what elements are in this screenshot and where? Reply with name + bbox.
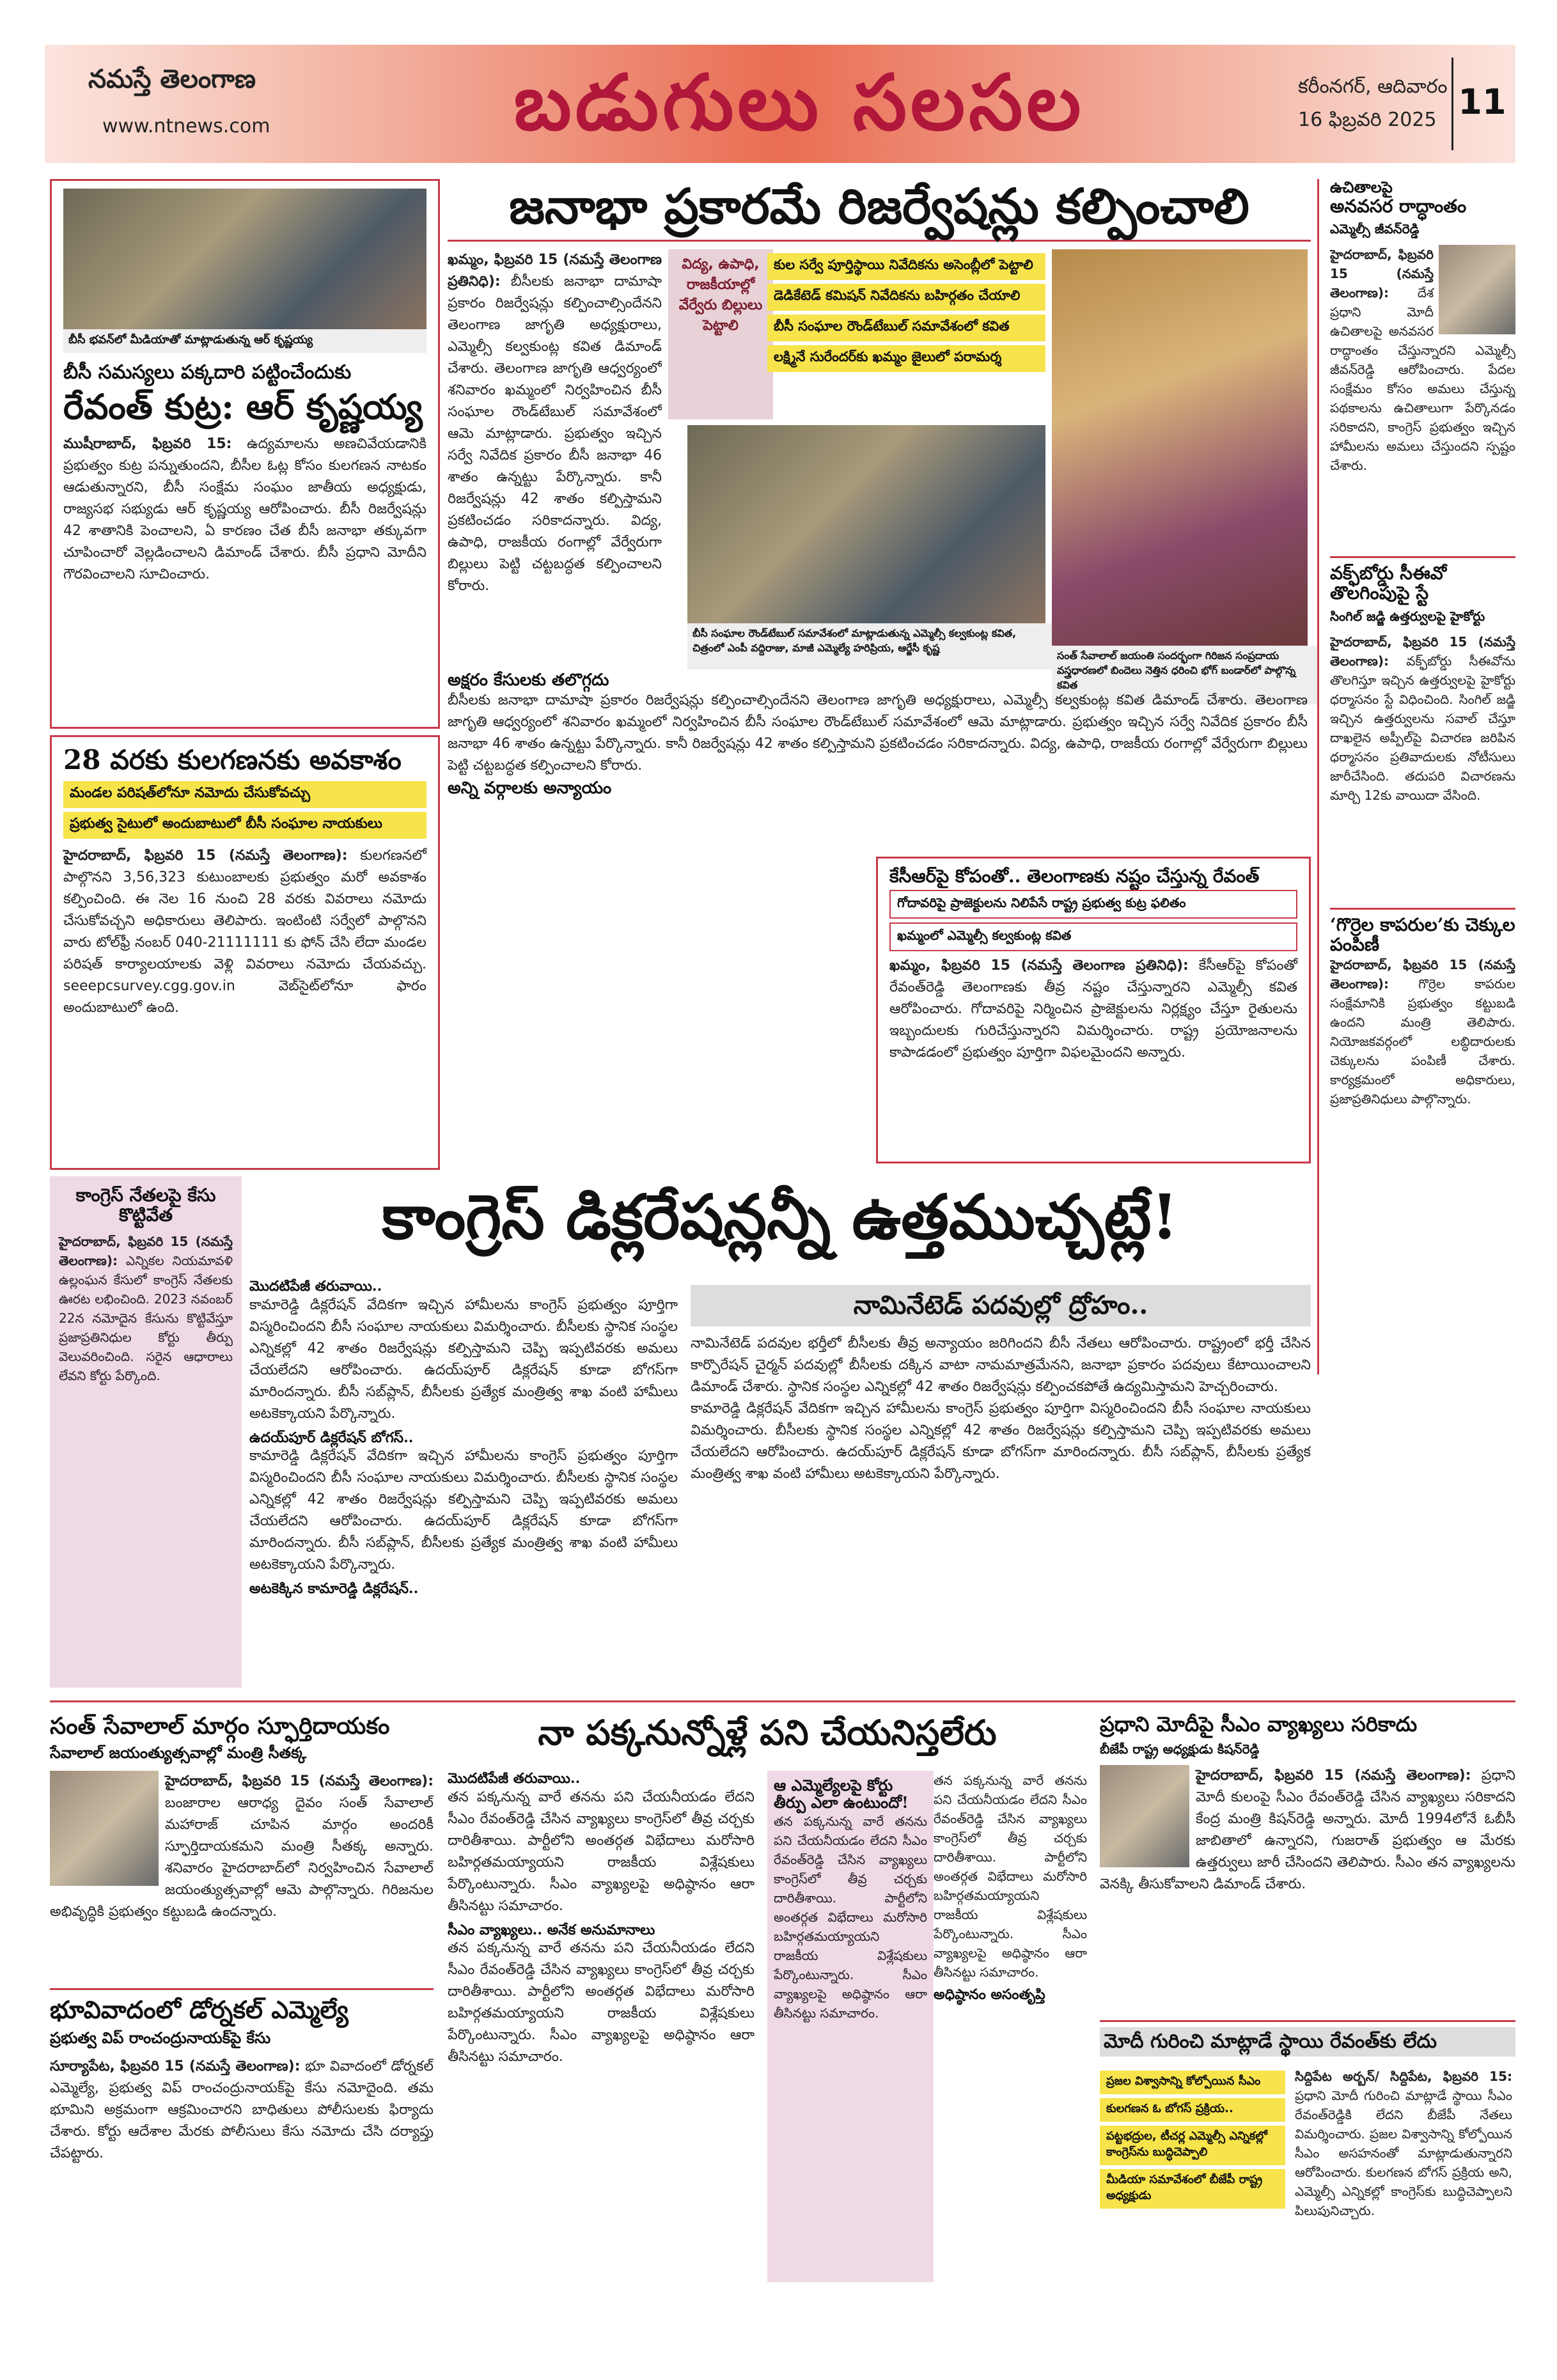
bullet-item: ప్రభుత్వ సైటులో అందుబాటులో బీసీ సంఘాల నాయకులు [63,812,426,839]
story-byline: ప్రభుత్వ విప్‌ రాంచంద్రునాయక్‌పై కేసు [50,2028,271,2047]
bullet-item: బీసీ సంఘాల రౌండ్‌టేబుల్‌ సమావేశంలో కవిత [767,315,1045,341]
story-text: ప్రధాని మోదీ గురించి మాట్లాడే స్థాయి సీఎం రేవంత్‌రెడ్డికి లేదని బీజేపీ నేతలు విమర్శించారు. ప్రజల విశ్వాసాన్ని కోల్పోయిన సీఎం అసహనంతో మాట్లాడుతున్నారని ఆరోపించారు. కులగణన బోగస్‌ ప్రక్రియ అని, ఎమ్మెల్సీ ఎన్నికల్లో కాంగ్రెస్‌కు బుద్ధిచెప్పాలని పిలుపునిచ్చారు. [1295,2088,1512,2218]
photo-sevalal-celebration [1052,249,1308,646]
lead-body-col [448,249,662,646]
column-divider [1317,179,1319,1374]
story-text: కేసీఆర్‌పై కోపంతో రేవంత్‌రెడ్డి తెలంగాణకు తీవ్ర నష్టం చేస్తున్నారని ఎమ్మెల్సీ కవిత ఆరోపించారు. గోదావరిపై నిర్మించిన ప్రాజెక్టులను నిర్లక్ష్యం చేస్తూ రైతులను ఇబ్బందులకు గురిచేస్తున్నారని విమర్శించారు. రాష్ట్ర ప్రయోజనాలను కాపాడడంలో ప్రభుత్వం పూర్తిగా విఫలమైందని అన్నారు. [889,958,1297,1061]
story-sevalal [50,1713,434,1982]
story-dateline: హైదరాబాద్‌, ఫిబ్రవరి 15 (నమస్తే తెలంగాణ): [1330,247,1434,301]
story-text: తన పక్కనున్న వారే తనను పని చేయనీయడం లేదని సీఎం రేవంత్‌రెడ్డి చేసిన వ్యాఖ్యలు కాంగ్రెస్‌లో తీవ్ర చర్చకు దారితీశాయి. పార్టీలోని అంతర్గత విభేదాలు మరోసారి బహిర్గతమయ్యాయని రాజకీయ విశ్లేషకులు పేర్కొంటున్నారు. సీఎం వ్యాఖ్యలపై అధిష్ఠానం ఆరా తీసినట్టు సమాచారం. [934,1773,1087,1980]
story-dateline: సిద్దిపేట అర్బన్‌/ సిద్దిపేట, ఫిబ్రవరి 15: [1295,2069,1512,2084]
story-body [59,1232,233,1385]
lead-body-cont [448,671,1308,798]
story-body [63,845,426,1019]
story-text: కులగణనలో పాల్గొనని 3,56,323 కుటుంబాలకు ప్రభుత్వం మరో అవకాశం కల్పించింది. ఈ నెల 16 నుంచి 28 వరకు వివరాలు నమోదు చేసుకోవచ్చని అధికారులు తెలిపారు. ఇంటింటి సర్వేలో పాల్గొనని వారు టోల్‌ఫ్రీ నంబర్‌ 040-21111111 కు ఫోన్‌ చేసి లేదా మండల పరిషత్‌ కార్యాలయాలకు వెళ్లి వివరాలు నమోదు చేయవచ్చు. seeepcsurvey.cgg.gov.in వెబ్‌సైట్‌లోనూ ఫారం అందుబాటులో ఉంది. [63,848,426,1016]
story-congress-case [50,1176,242,1688]
story-text: ప్రధాని మోదీ కులంపై సీఎం రేవంత్‌రెడ్డి చేసిన వ్యాఖ్యలు సరికాదని కేంద్ర మంత్రి కిషన్‌రెడ్డి అన్నారు. మోదీ 1994లోనే ఓబీసీ జాబితాలో ఉన్నారని, గుజరాత్‌ ప్రభుత్వం ఆ మేరకు ఉత్తర్వులు జారీ చేసిందని తెలిపారు. సీఎం తన వ్యాఖ్యలను వెనక్కి తీసుకోవాలని డిమాండ్‌ చేశారు. [1100,1767,1515,1892]
photo-caption: బీసీ సంఘాల రౌండ్‌టేబుల్‌ సమావేశంలో మాట్లాడుతున్న ఎమ్మెల్సీ కల్వకుంట్ల కవిత, చిత్రంలో ఎంపీ వద్దిరాజు, మాజీ ఎమ్మెల్యే హరిప్రియ, ఆర్జేసీ కృష్ణ [687,623,1056,669]
story-byline: ఎమ్మెల్సీ జీవన్‌రెడ్డి [1330,221,1420,237]
photo-roundtable [687,425,1045,623]
lead-story [448,179,1311,850]
story-kicker: బీసీ సమస్యలు పక్కదారి పట్టించేందుకు [63,361,352,384]
photo-kishan-reddy [1100,1765,1189,1867]
edition-date: 16 ఫిబ్రవరి 2025 [1298,109,1437,131]
story-byline: బీజేపీ రాష్ట్ర అధ్యక్షుడు కిషన్‌రెడ్డి [1100,1741,1260,1757]
work-col-left [448,1771,755,2068]
photo-caption: బీసీ భవన్‌లో మీడియాతో మాట్లాడుతున్న ఆర్‌ కృష్ణయ్య [63,329,426,353]
paper-url[interactable]: www.ntnews.com [102,115,270,137]
story-subheading: మొదటిపేజీ తరువాయి.. [448,1770,581,1787]
story-waqf [1330,556,1515,901]
story-text: ఉద్యమాలను అణచివేయడానికి ప్రభుత్వం కుట్ర పన్నుతుందని, బీసీల ఓట్ల కోసం కులగణన నాటకం ఆడుతున్నారని, బీసీ సంక్షేమ సంఘం జాతీయ అధ్యక్షుడు, రాజ్యసభ సభ్యుడు ఆర్‌ కృష్ణయ్య ఆరోపించారు. బీసీ రిజర్వేషన్లు 42 శాతానికి పెంచాలని, ఏ కారణం చేత బీసీ జనాభా తక్కువగా చూపించారో వెల్లడించాలని డిమాండ్‌ చేశారు. బీసీ ప్రధాని మోదీని గౌరవించాలని సూచించారు. [63,436,426,583]
story-dateline: హైదరాబాద్‌, ఫిబ్రవరి 15 (నమస్తే తెలంగాణ): [63,848,348,864]
story-text: తన పక్కనున్న వారే తనను పని చేయనీయడం లేదని సీఎం రేవంత్‌రెడ్డి చేసిన వ్యాఖ్యలు కాంగ్రెస్‌లో తీవ్ర చర్చకు దారితీశాయి. పార్టీలోని అంతర్గత విభేదాలు మరోసారి బహిర్గతమయ్యాయని రాజకీయ విశ్లేషకులు పేర్కొంటున్నారు. సీఎం వ్యాఖ్యలపై అధిష్ఠానం ఆరా తీసినట్టు సమాచారం. [774,1813,927,2021]
story-text: తన పక్కనున్న వారే తనను పని చేయనీయడం లేదని సీఎం రేవంత్‌రెడ్డి చేసిన వ్యాఖ్యలు కాంగ్రెస్‌లో తీవ్ర చర్చకు దారితీశాయి. పార్టీలోని అంతర్గత విభేదాలు మరోసారి బహిర్గతమయ్యాయని రాజకీయ విశ్లేషకులు పేర్కొంటున్నారు. సీఎం వ్యాఖ్యలపై అధిష్ఠానం ఆరా తీసినట్టు సమాచారం. [448,1940,755,2065]
story-standard [1100,2020,1515,2346]
lead-side-label: విద్య, ఉపాధి, రాజకీయాల్లో వేర్వేరు బిల్లులు పెట్టాలి [668,249,773,419]
story-nominated [691,1285,1311,1688]
story-dateline: హైదరాబాద్‌, ఫిబ్రవరి 15 (నమస్తే తెలంగాణ): [165,1773,434,1790]
photo-seethakka [50,1771,159,1886]
story-dateline: హైదరాబాద్‌, ఫిబ్రవరి 15 (నమస్తే తెలంగాణ): [1330,956,1515,992]
story-subheading: మొదటిపేజీ తరువాయి.. [249,1279,382,1295]
story-dateline: హైదరాబాద్‌, ఫిబ్రవరి 15 (నమస్తే తెలంగాణ): [59,1233,233,1268]
bullet-item: ఖమ్మంలో ఎమ్మెల్సీ కల్వకుంట్ల కవిత [889,922,1297,951]
box-court-verdict [767,1771,934,2282]
story-text: గొర్రెల కాపరుల సంక్షేమానికి ప్రభుత్వం కట్టుబడి ఉందని మంత్రి తెలిపారు. నియోజకవర్గంలో లబ్ధిదారులకు చెక్కులను పంపిణీ చేశారు. కార్యక్రమంలో అధికారులు, ప్రజాప్రతినిధులు పాల్గొన్నారు. [1330,976,1515,1107]
story-dornakal [50,1988,434,2346]
story-kicker: ఉచితాలపై [1330,179,1393,196]
standard-bullets [1100,2067,1285,2213]
story-headline: ‘గొర్రెల కాపరుల’కు చెక్కుల పంపిణీ [1330,914,1515,956]
bullet-item: గోదావరిపై ప్రాజెక్టులను నిలిపేసే రాష్ట్ర ప్రభుత్వ కుట్ర ఫలితం [889,890,1297,919]
story-text: కామారెడ్డి డిక్లరేషన్‌ వేదికగా ఇచ్చిన హామీలను కాంగ్రెస్‌ ప్రభుత్వం పూర్తిగా విస్మరించిందని బీసీ సంఘాల నాయకులు విమర్శించారు. బీసీలకు స్థానిక సంస్థల ఎన్నికల్లో 42 శాతం రిజర్వేషన్లు కల్పిస్తామని చెప్పి ఇప్పటివరకు అమలు చేయలేదని ఆరోపించారు. ఉదయ్‌పూర్‌ డిక్లరేషన్‌ కూడా బోగస్‌గా మారిందన్నారు. బీసీ సబ్‌ప్లాన్‌, బీసీలకు ప్రత్యేక మంత్రిత్వ శాఖ వంటి హామీలు అటకెక్కాయని పేర్కొన్నారు. [249,1448,678,1573]
story-subheading: అధిష్ఠానం అసంతృప్తి [934,1986,1045,2003]
story-text: దేశ ప్రధాని మోదీ ఉచితాలపై అనవసర రాద్ధాంతం చేస్తున్నారని ఎమ్మెల్సీ జీవన్‌రెడ్డి ఆరోపించారు. పేదల సంక్షేమం కోసం అమలు చేస్తున్న పథకాలను ఉచితాలుగా పేర్కొనడం సరికాదని, కాంగ్రెస్‌ ప్రభుత్వం ఇచ్చిన హామీలను అమలు చేస్తుందని స్పష్టం చేశారు. [1330,285,1515,474]
story-kcr-anger [876,857,1311,1163]
photo-bc-press [63,189,426,329]
story-dateline: హైదరాబాద్‌, ఫిబ్రవరి 15 (నమస్తే తెలంగాణ): [1330,634,1515,669]
story-subheading: అటకెక్కిన కామారెడ్డి డిక్లరేషన్‌.. [249,1580,419,1598]
story-headline: వక్ఫ్‌బోర్డు సీఈవో తొలగింపుపై స్టే [1330,563,1447,604]
story-text: ఎన్నికల నియమావళి ఉల్లంఘన కేసులో కాంగ్రెస్‌ నేతలకు ఊరట లభించింది. 2023 నవంబర్‌ 22న నమోదైన కేసును కొట్టివేస్తూ ప్రజాప్రతినిధుల కోర్టు తీర్పు వెలువరించింది. సరైన ఆధారాలు లేవని కోర్టు పేర్కొంది. [59,1252,233,1383]
box-headline: ఆ ఎమ్మెల్యేలపై కోర్టు తీర్పు ఎలా ఉంటుందో! [774,1776,909,1812]
story-census [50,735,440,1170]
story-body [1330,632,1515,805]
story-text: బంజారాల ఆరాధ్య దైవం సంత్‌ సేవాలాల్‌ మహారాజ్‌ చూపిన మార్గం అందరికీ స్ఫూర్తిదాయకమని మంత్రి సీతక్క అన్నారు. శనివారం హైదరాబాద్‌లో నిర్వహించిన సేవాలాల్‌ జయంత్యుత్సవాల్లో ఆమె పాల్గొన్నారు. గిరిజనుల అభివృద్ధికి ప్రభుత్వం కట్టుబడి ఉందన్నారు. [50,1795,434,1920]
bullet-item: కులగణన ఓ బోగస్‌ ప్రక్రియ.. [1100,2098,1285,2122]
story-body [889,955,1297,1064]
bullet-item: మీడియా సమావేశంలో బీజేపీ రాష్ట్ర అధ్యక్షుడు [1100,2169,1285,2209]
story-headline: ప్రధాని మోదీపై సీఎం వ్యాఖ్యలు సరికాదు [1100,1713,1418,1736]
lead-subheading: అన్ని వర్గాలకు అన్యాయం [448,779,612,798]
work-col-right [934,1771,1087,2003]
bullet-item: కుల సర్వే పూర్తిస్థాయి నివేదికను అసెంబ్లీలో పెట్టాలి [767,253,1045,280]
story-headline: నా పక్కనున్నోళ్లే పని చేయనిస్తలేరు [538,1713,997,1753]
story-text: బీసీలకు జనాభా దామాషా ప్రకారం రిజర్వేషన్లు కల్పించాల్సిందేనని తెలంగాణ జాగృతి అధ్యక్షురాలు, ఎమ్మెల్సీ కల్వకుంట్ల కవిత డిమాండ్‌ చేశారు. తెలంగాణ జాగృతి ఆధ్వర్యంలో శనివారం ఖమ్మంలో నిర్వహించిన బీసీ సంఘాల రౌండ్‌టేబుల్‌ సమావేశంలో ఆమె మాట్లాడారు. ప్రభుత్వం ఇచ్చిన సర్వే నివేదిక ప్రకారం బీసీ జనాభా 46 శాతం ఉన్నట్టు పేర్కొన్నారు. కానీ రిజర్వేషన్లు 42 శాతం కల్పిస్తామని ప్రకటించడం సరికాదన్నారు. విద్య, ఉపాధి, రాజకీయ రంగాల్లో వేర్వేరుగా బిల్లులు పెట్టి చట్టబద్ధత కల్పించాలని కోరారు. [448,274,662,594]
story-subheading: ఉదయ్‌పూర్‌ డిక్లరేషన్‌ బోగస్‌.. [249,1429,414,1446]
story-modi [1100,1713,1515,2014]
story-headline: నామినేటెడ్‌ పదవుల్లో ద్రోహం.. [691,1285,1311,1326]
story-byline: సింగిల్‌ జడ్జి ఉత్తర్వులపై హైకోర్టు [1330,608,1485,624]
bullet-item: మండల పరిషత్‌లోనూ నమోదు చేసుకోవచ్చు [63,781,426,808]
masthead [45,45,1515,163]
photo-jeevan-reddy [1439,245,1515,334]
big-headline: కాంగ్రెస్‌ డిక్లరేషన్లన్నీ ఉత్తముచ్చట్లే! [382,1181,1178,1253]
edition-place: కరీంనగర్, ఆదివారం [1298,75,1448,98]
story-dateline: ఖమ్మం, ఫిబ్రవరి 15 (నమస్తే తెలంగాణ ప్రతినిధి): [889,958,1189,974]
story-dateline: సూర్యాపేట, ఫిబ్రవరి 15 (నమస్తే తెలంగాణ): [50,2058,301,2074]
story-text: వక్ఫ్‌బోర్డు సీఈవోను తొలగిస్తూ ఇచ్చిన ఉత్తర్వులపై హైకోర్టు ధర్మాసనం స్టే విధించింది. సింగిల్‌ జడ్జి ఇచ్చిన ఉత్తర్వులను సవాల్‌ చేస్తూ దాఖలైన అప్పీల్‌పై విచారణ జరిపిన ధర్మాసనం ప్రతివాదులకు నోటీసులు జారీచేసింది. తదుపరి విచారణను మార్చి 12కు వాయిదా వేసింది. [1330,653,1515,803]
story-headline: 28 వరకు కులగణనకు అవకాశం [63,744,402,775]
lead-headline: జనాభా ప్రకారమే రిజర్వేషన్లు కల్పించాలి [448,179,1311,242]
story-headline: సంత్‌ సేవాలాల్‌ మార్గం స్ఫూర్తిదాయకం [50,1713,390,1739]
bullet-item: ప్రజల విశ్వాసాన్ని కోల్పోయిన సీఎం [1100,2071,1285,2094]
lead-bullets [767,249,1045,376]
story-dateline: ఖమ్మం, ఫిబ్రవరి 15 (నమస్తే తెలంగాణ ప్రతినిధి): [448,252,662,290]
story-body [1295,2067,1512,2220]
story-body [63,433,426,586]
bullet-item: డెడికేటెడ్‌ కమిషన్‌ నివేదికను బహిర్గతం చేయాలి [767,284,1045,311]
story-text: భూ వివాదంలో డోర్నకల్‌ ఎమ్మెల్యే, ప్రభుత్వ విప్‌ రాంచంద్రునాయక్‌పై కేసు నమోదైంది. తమ భూమిని అక్రమంగా ఆక్రమించారని బాధితులు పోలీసులకు ఫిర్యాదు చేశారు. కోర్టు ఆదేశాల మేరకు పోలీసులు కేసు నమోదు చేసి దర్యాప్తు చేపట్టారు. [50,2058,434,2161]
story-subheading: సీఎం వ్యాఖ్యలు.. అనేక అనుమానాలు [448,1921,655,1938]
page-number: 11 [1451,58,1511,150]
story-freebies [1330,179,1515,550]
story-dateline: ముషీరాబాద్‌, ఫిబ్రవరి 15: [63,436,232,453]
story-text: బీసీలకు జనాభా దామాషా ప్రకారం రిజర్వేషన్లు కల్పించాల్సిందేనని తెలంగాణ జాగృతి అధ్యక్షురాలు, ఎమ్మెల్సీ కల్వకుంట్ల కవిత డిమాండ్‌ చేశారు. తెలంగాణ జాగృతి ఆధ్వర్యంలో శనివారం ఖమ్మంలో నిర్వహించిన బీసీ సంఘాల రౌండ్‌టేబుల్‌ సమావేశంలో ఆమె మాట్లాడారు. ప్రభుత్వం ఇచ్చిన సర్వే నివేదిక ప్రకారం బీసీ జనాభా 46 శాతం ఉన్నట్టు పేర్కొన్నారు. కానీ రిజర్వేషన్లు 42 శాతం కల్పిస్తామని ప్రకటించడం సరికాదన్నారు. విద్య, ఉపాధి, రాజకీయ రంగాల్లో వేర్వేరుగా బిల్లులు పెట్టి చట్టబద్ధత కల్పించాలని కోరారు. [448,692,1308,774]
page-title: బడుగులు సలసల [513,58,1085,148]
story-congress-declarations [249,1279,678,1688]
story-headline: రేవంత్‌ కుట్ర: ఆర్‌ కృష్ణయ్య [63,385,423,427]
section-divider [50,1700,1515,1702]
story-text: తన పక్కనున్న వారే తనను పని చేయనీయడం లేదని సీఎం రేవంత్‌రెడ్డి చేసిన వ్యాఖ్యలు కాంగ్రెస్‌లో తీవ్ర చర్చకు దారితీశాయి. పార్టీలోని అంతర్గత విభేదాలు మరోసారి బహిర్గతమయ్యాయని రాజకీయ విశ్లేషకులు పేర్కొంటున్నారు. సీఎం వ్యాఖ్యలపై అధిష్ఠానం ఆరా తీసినట్టు సమాచారం. [448,1789,755,1914]
story-headline: కాంగ్రెస్‌ నేతలపై కేసు కొట్టివేత [75,1185,216,1226]
story-headline: అనవసర రాద్ధాంతం [1330,195,1467,217]
story-text: నామినేటెడ్‌ పదవుల భర్తీలో బీసీలకు తీవ్ర అన్యాయం జరిగిందని బీసీ నేతలు ఆరోపించారు. రాష్ట్రంలో భర్తీ చేసిన కార్పొరేషన్‌ చైర్మన్‌ పదవుల్లో బీసీలకు దక్కిన వాటా నామమాత్రమేనని, జనాభా ప్రకారం పదవులు కేటాయించాలని డిమాండ్‌ చేశారు. స్థానిక సంస్థల ఎన్నికల్లో 42 శాతం రిజర్వేషన్లు కల్పించకపోతే ఉద్యమిస్తామని హెచ్చరించారు. [691,1335,1311,1395]
paper-name: నమస్తే తెలంగాణ [88,64,256,94]
story-shepherds [1330,908,1515,1368]
story-headline: కేసీఆర్‌పై కోపంతో.. తెలంగాణకు నష్టం చేస్తున్న రేవంత్‌ [889,866,1260,887]
edition-dateline [1298,70,1448,137]
lead-subheading: అక్షరం కేసులకు తలొగ్గదు [448,671,609,690]
story-dateline: హైదరాబాద్‌, ఫిబ్రవరి 15 (నమస్తే తెలంగాణ): [1196,1767,1471,1784]
bullet-item: పట్టభద్రుల, టీచర్ల ఎమ్మెల్సీ ఎన్నికల్లో కాంగ్రెస్‌ను బుద్ధిచెప్పాలి [1100,2126,1285,2165]
story-headline: మోదీ గురించి మాట్లాడే స్థాయి రేవంత్‌కు లేదు [1100,2027,1515,2057]
bullet-item: లక్ష్మినే సురేందర్‌కు ఖమ్మం జైలులో పరామర్శ [767,345,1045,372]
story-body [448,249,662,597]
story-body [1330,955,1515,1108]
story-bc [50,179,440,729]
story-body [50,2056,434,2165]
photo-caption: సంత్‌ సేవాలాల్‌ జయంతి సందర్భంగా గిరిజన సంప్రదాయ వస్త్రధారణలో బిందెలు నెత్తిన ధరించి భోగ్‌ బండార్‌లో పాల్గొన్న కవిత [1052,646,1318,704]
story-headline: భూవివాదంలో డోర్నకల్‌ ఎమ్మెల్యే [50,1995,348,2024]
story-text: కామారెడ్డి డిక్లరేషన్‌ వేదికగా ఇచ్చిన హామీలను కాంగ్రెస్‌ ప్రభుత్వం పూర్తిగా విస్మరించిందని బీసీ సంఘాల నాయకులు విమర్శించారు. బీసీలకు స్థానిక సంస్థల ఎన్నికల్లో 42 శాతం రిజర్వేషన్లు కల్పిస్తామని చెప్పి ఇప్పటివరకు అమలు చేయలేదని ఆరోపించారు. ఉదయ్‌పూర్‌ డిక్లరేషన్‌ కూడా బోగస్‌గా మారిందన్నారు. బీసీ సబ్‌ప్లాన్‌, బీసీలకు ప్రత్యేక మంత్రిత్వ శాఖ వంటి హామీలు అటకెక్కాయని పేర్కొన్నారు. [249,1296,678,1422]
story-work [448,1713,1087,2346]
story-byline: సేవాలాల్‌ జయంత్యుత్సవాల్లో మంత్రి సీతక్క [50,1744,307,1762]
story-text: కామారెడ్డి డిక్లరేషన్‌ వేదికగా ఇచ్చిన హామీలను కాంగ్రెస్‌ ప్రభుత్వం పూర్తిగా విస్మరించిందని బీసీ సంఘాల నాయకులు విమర్శించారు. బీసీలకు స్థానిక సంస్థల ఎన్నికల్లో 42 శాతం రిజర్వేషన్లు కల్పిస్తామని చెప్పి ఇప్పటివరకు అమలు చేయలేదని ఆరోపించారు. ఉదయ్‌పూర్‌ డిక్లరేషన్‌ కూడా బోగస్‌గా మారిందన్నారు. బీసీ సబ్‌ప్లాన్‌, బీసీలకు ప్రత్యేక మంత్రిత్వ శాఖ వంటి హామీలు అటకెక్కాయని పేర్కొన్నారు. [691,1400,1311,1482]
